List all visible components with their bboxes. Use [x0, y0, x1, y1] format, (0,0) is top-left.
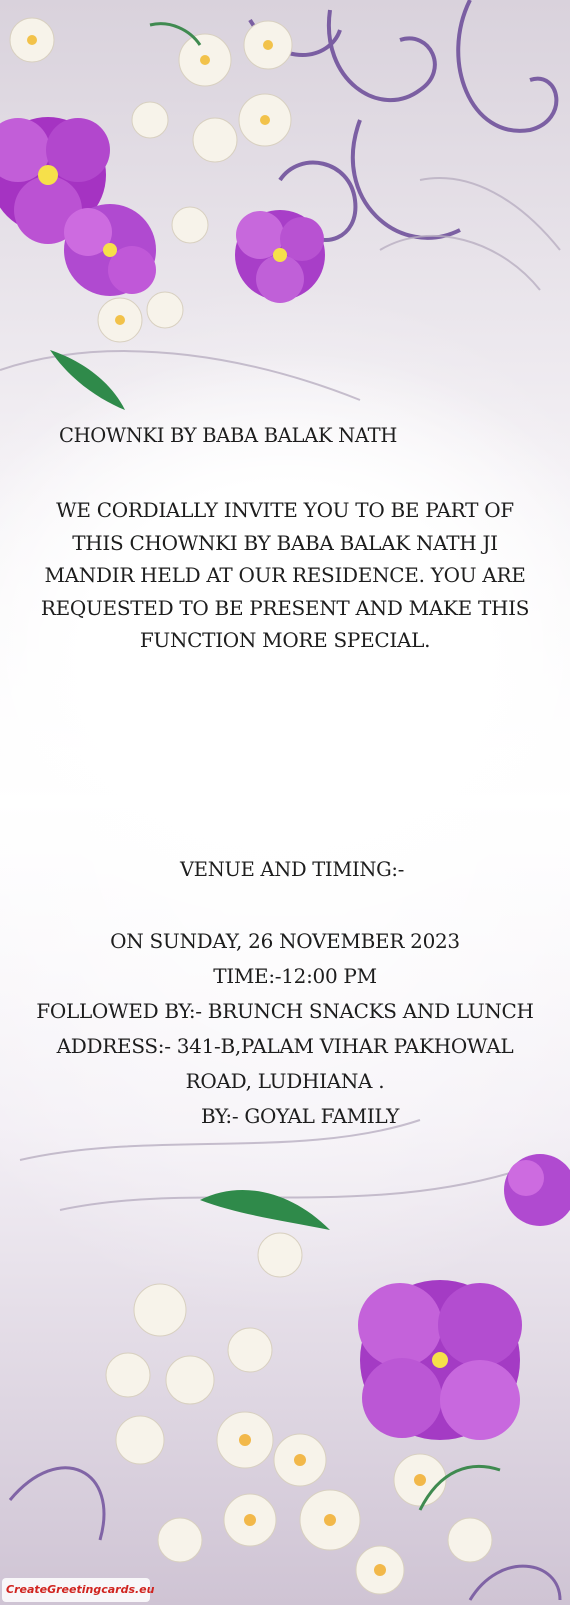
event-date: ON SUNDAY, 26 NOVEMBER 2023: [110, 929, 460, 953]
event-time: TIME:-12:00 PM: [213, 964, 377, 988]
event-host: BY:- GOYAL FAMILY: [200, 1104, 400, 1128]
invitation-message: [20, 494, 550, 657]
event-followed-by: FOLLOWED BY:- BRUNCH SNACKS AND LUNCH: [36, 999, 534, 1023]
invitation-message-line: MANDIR HELD AT OUR RESIDENCE. YOU ARE: [44, 563, 526, 587]
invitation-message-line: WE CORDIALLY INVITE YOU TO BE PART OF: [56, 498, 514, 522]
invitation-heading: CHOWNKI BY BABA BALAK NATH: [58, 424, 398, 447]
invitation-message-line: REQUESTED TO BE PRESENT AND MAKE THIS: [40, 595, 530, 620]
event-details: [20, 924, 550, 1134]
site-watermark[interactable]: CreateGreetingcards.eu: [2, 1578, 150, 1602]
venue-heading: VENUE AND TIMING:-: [179, 858, 404, 881]
event-address-line2: ROAD, LUDHIANA .: [185, 1069, 385, 1093]
swirl-top: [250, 0, 556, 240]
flower-cluster-top: [0, 18, 325, 410]
flower-cluster-bottom: [10, 1154, 570, 1600]
invitation-message-line: FUNCTION MORE SPECIAL.: [139, 628, 431, 652]
invitation-message-line: THIS CHOWNKI BY BABA BALAK NATH JI: [72, 530, 498, 555]
event-address-line1: ADDRESS:- 341-B,PALAM VIHAR PAKHOWAL: [56, 1034, 514, 1058]
